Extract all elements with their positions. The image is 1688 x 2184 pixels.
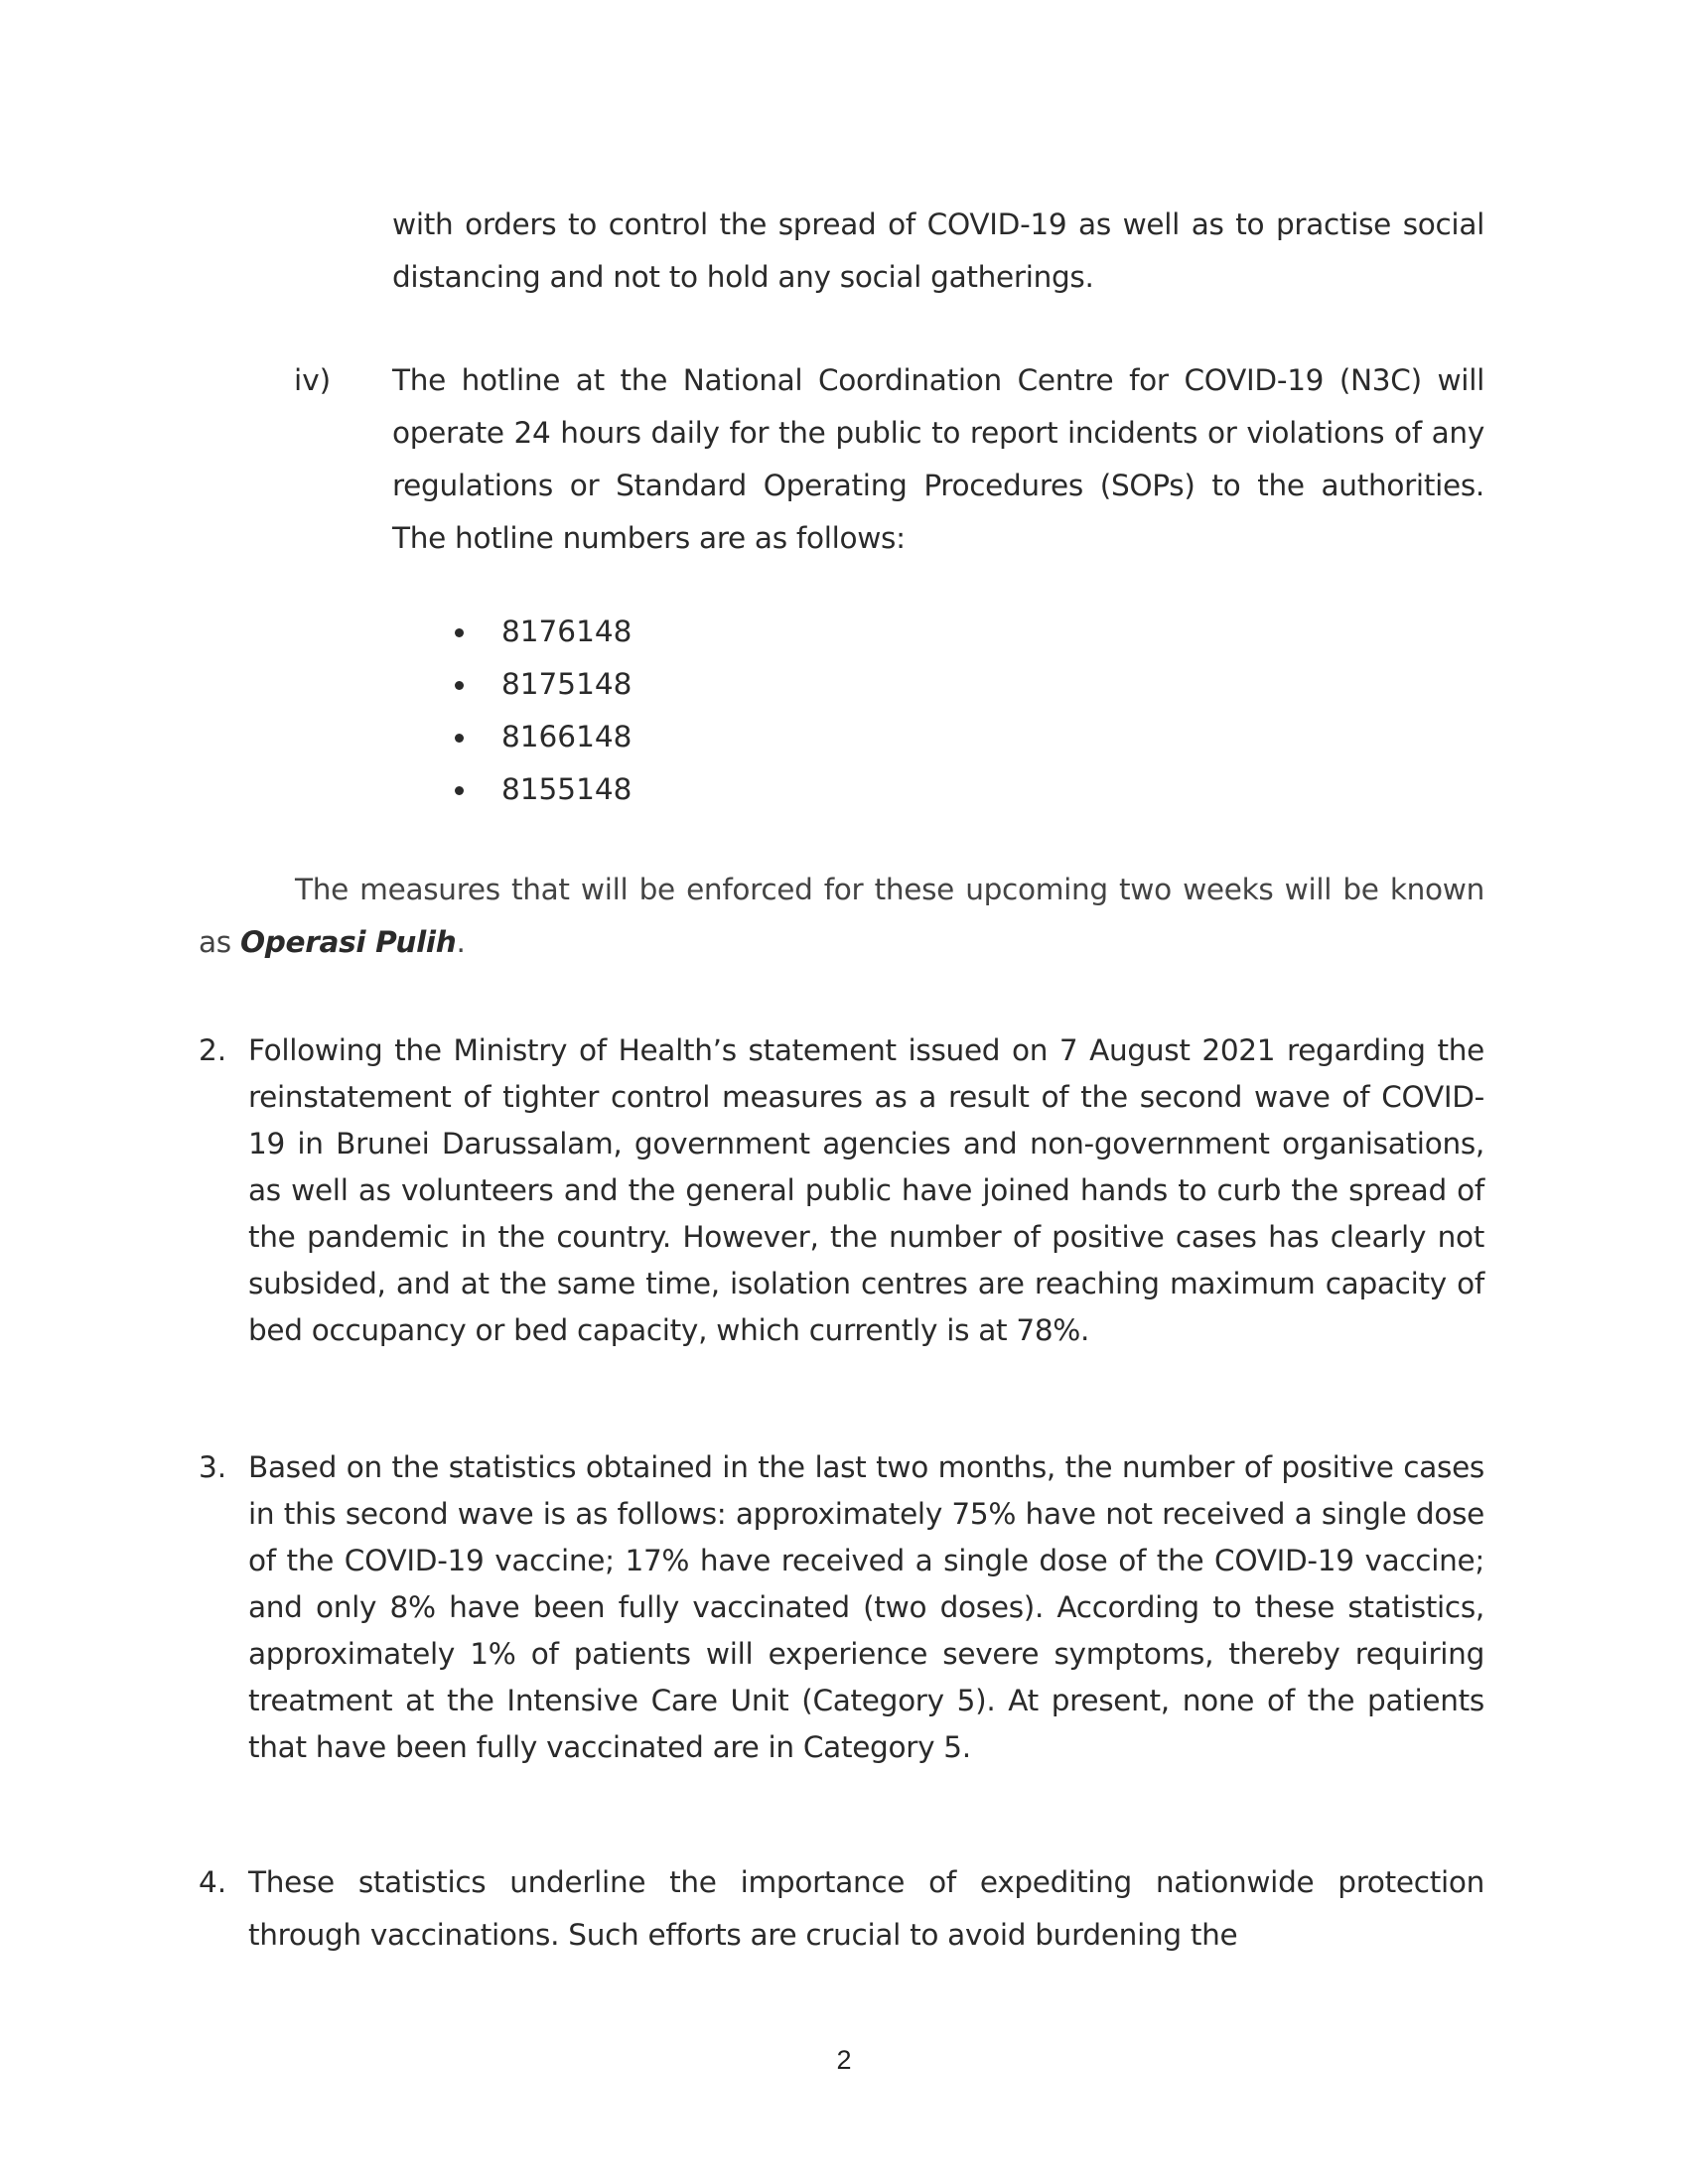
paragraph-number: 4. — [199, 1865, 227, 1899]
list-item-iv-text: The hotline at the National Coordination Centre for COVID-19 (N3C) will operate 24 hours daily for the public to report incidents or violations of any regulations or Standard Operating Procedures (SOPs) to the authorities. The hotline numbers are as follows: — [392, 363, 1484, 555]
measures-text: The measures that will be enforced for these upcoming two weeks will be known as — [199, 873, 1484, 959]
numbered-paragraph: Following the Ministry of Health’s statement issued on 7 August 2021 regarding the reinstatement of tighter control measures as a result of the second wave of COVID-19 in Brunei Darussalam, government agencies and non-government organisations, as well as volunteers and the general public have joined hands to curb the spread of the pandemic in the country. However, the number of positive cases has clearly not subsided, and at the same time, isolation centres are reaching maximum capacity of bed occupancy or bed capacity, which currently is at 78%. — [248, 1033, 1484, 1347]
measures-text-end: . — [456, 925, 466, 959]
bullet-icon — [455, 734, 464, 743]
hotline-item — [452, 763, 632, 816]
hotline-number: 8166148 — [501, 720, 633, 753]
operation-name: Operasi Pulih — [239, 925, 457, 959]
hotline-number: 8155148 — [501, 772, 633, 806]
list-item-label-iv: iv) — [294, 363, 332, 397]
numbered-paragraph: These statistics underline the importance of expediting nationwide protection through vaccinations. Such efforts are crucial to avoid burdening the — [248, 1865, 1484, 1952]
hotline-number: 8175148 — [501, 667, 633, 701]
numbered-paragraph: Based on the statistics obtained in the last two months, the number of positive cases in this second wave is as follows: approximately 75% have not received a single dose of the COVID-19 vaccine; 17% have received a single dose of the COVID-19 vaccine; and only 8% have been fully vaccinated (two doses). According to these statistics, approximately 1% of patients will experience severe symptoms, thereby requiring treatment at the Intensive Care Unit (Category 5). At present, none of the patients that have been fully vaccinated are in Category 5. — [248, 1450, 1484, 1764]
hotline-item — [452, 658, 632, 711]
hotline-number: 8176148 — [501, 614, 633, 648]
bullet-icon — [455, 786, 464, 795]
hotline-item — [452, 606, 632, 658]
paragraph-number: 2. — [199, 1033, 227, 1067]
continued-paragraph: with orders to control the spread of COVID-19 as well as to practise social distancing and not to hold any social gatherings. — [392, 207, 1484, 294]
hotline-list — [452, 606, 632, 816]
paragraph-number: 3. — [199, 1450, 227, 1484]
page-number: 2 — [836, 2045, 852, 2075]
bullet-icon — [455, 681, 464, 690]
bullet-icon — [455, 628, 464, 637]
hotline-item — [452, 711, 632, 763]
measures-paragraph — [199, 864, 1484, 969]
